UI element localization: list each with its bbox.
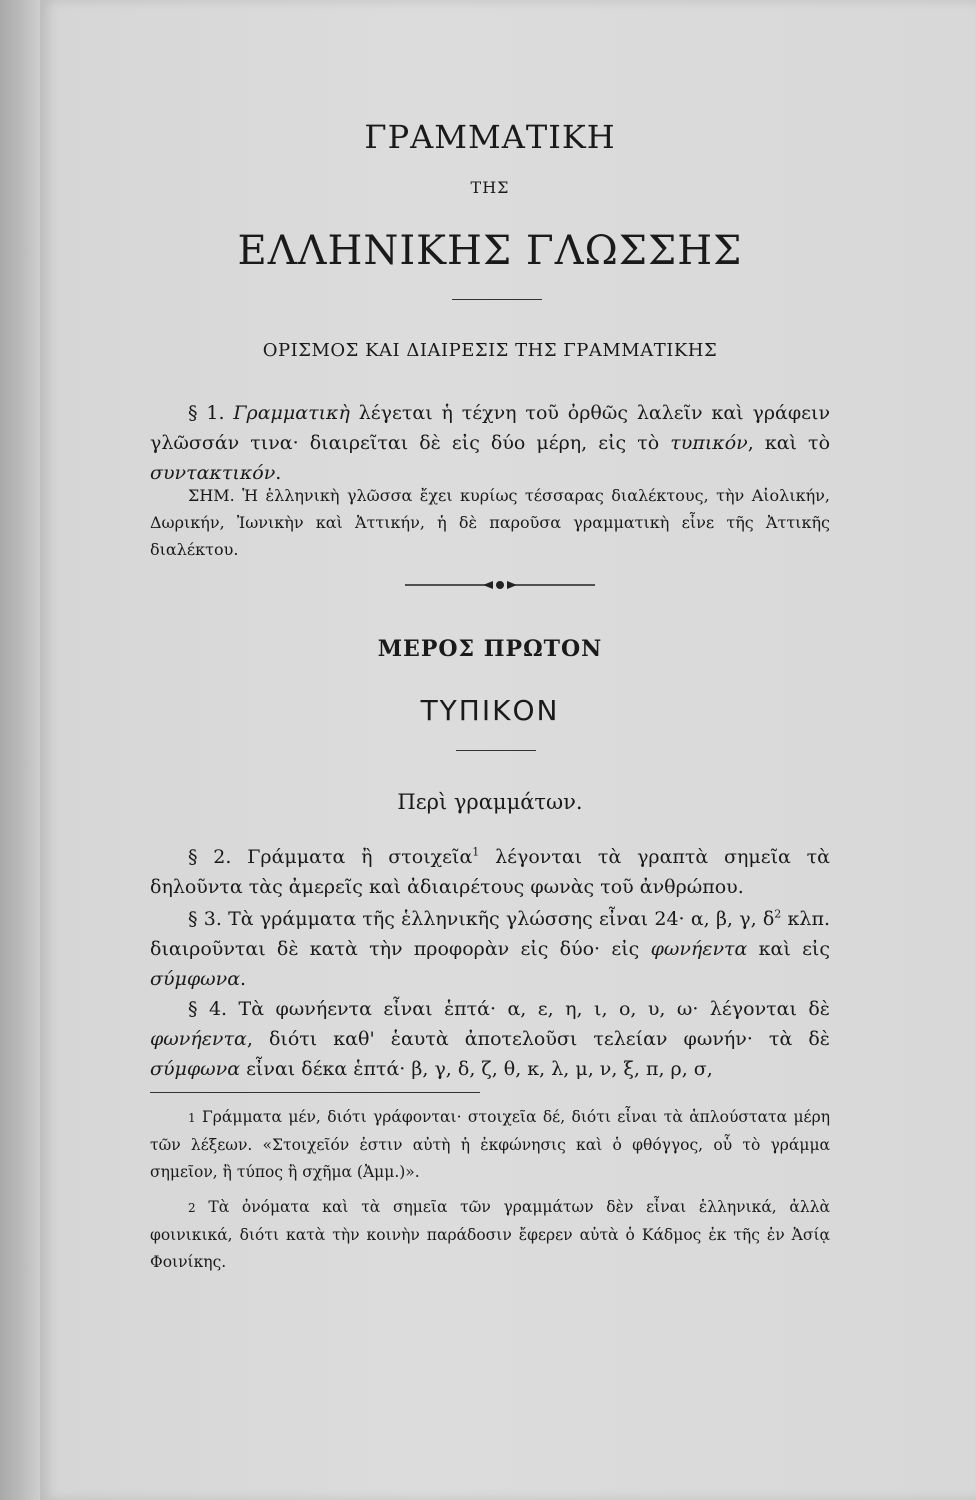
paragraph-text: λέγεται ἡ τέχνη τοῦ ὀρθῶς λαλεῖν καὶ γράφειν γλῶσσάν τινα· διαιρεῖται δὲ εἰς δύο μέρη, εἰς τὸ [150,402,830,454]
paragraph-text: Τὰ γράμματα τῆς ἑλληνικῆς γλώσσης εἶναι 24· α, β, γ, δ [228,908,775,930]
term-syntaktikon: συντακτικόν [150,462,276,484]
term-symfona: σύμφωνα [150,1058,241,1080]
paragraph-text: Τὰ φωνήεντα εἶναι ἑπτά· α, ε, η, ι, ο, υ, ω· λέγονται δὲ [238,998,830,1020]
note-text: Ἡ ἑλληνικὴ γλῶσσα ἔχει κυρίως τέσσαρας διαλέκτους, τὴν Αἰολικήν, Δωρικήν, Ἰωνικὴν καὶ Ἀττικήν, ἡ δὲ παροῦσα γραμματικὴ εἶνε τῆς Ἀττικῆς διαλέκτου. [150,486,830,559]
term-grammatiki: Γραμματικὴ [233,402,350,424]
definition-heading: ΟΡΙΣΜΟΣ ΚΑΙ ΔΙΑΙΡΕΣΙΣ ΤΗΣ ΓΡΑΜΜΑΤΙΚΗΣ [262,340,718,361]
footnote-number: 1 [188,1111,196,1125]
term-fonienta: φωνήεντα [150,1028,247,1050]
paragraph-text: εἶναι δέκα ἑπτά· β, γ, δ, ζ, θ, κ, λ, μ, ν, ξ, π, ρ, σ, [246,1058,713,1080]
footnote-2 [150,1194,830,1276]
page-content [150,0,830,1500]
paragraph-text: , διότι καθ' ἑαυτὰ ἀποτελοῦσι τελείαν φωνήν· τὰ δὲ [246,1028,830,1050]
subtitle-divider [456,750,536,751]
book-gutter [0,0,40,1500]
footnote-divider [150,1092,480,1093]
section-number: § 1. [188,402,225,424]
note-label: ΣΗΜ. [188,486,235,505]
part-subtitle: ΤΥΠΙΚΟΝ [420,694,560,727]
footnote-ref: 1 [472,845,480,859]
section-number: § 2. [188,846,232,868]
footnote-1 [150,1104,830,1186]
section-number: § 3. [188,908,222,930]
title-main: ΓΡΑΜΜΑΤΙΚΗ [364,118,616,156]
title-language: ΕΛΛΗΝΙΚΗΣ ΓΛΩΣΣΗΣ [237,228,743,274]
footnote-number: 2 [188,1201,196,1215]
footnote-text: Γράμματα μέν, διότι γράφονται· στοιχεῖα δέ, διότι εἶναι τὰ ἁπλούστατα μέρη τῶν λέξεων. «Στοιχεῖόν ἐστιν αὐτὴ ἡ ἐκφώνησις καὶ ὁ φθόγγος, οὗ τὸ γράμμα σημεῖον, ἢ τύπος ἢ σχῆμα (Ἀμμ.)». [150,1108,830,1181]
paragraph-3 [150,904,830,994]
note-paragraph [150,482,830,563]
paragraph-text: . [275,462,282,484]
section-heading: Περὶ γραμμάτων. [397,790,583,814]
title-of: ΤΗΣ [470,178,510,197]
book-page [40,0,976,1500]
term-symfona: σύμφωνα [150,968,241,990]
paragraph-text: λέγονται τὰ γραπτὰ σημεῖα τὰ δηλοῦντα τὰς ἀμερεῖς καὶ ἀδιαιρέτους φωνὰς τοῦ ἀνθρώπου. [150,846,831,898]
paragraph-4 [150,994,830,1084]
paragraph-text: , καὶ τὸ [747,432,831,454]
part-title: ΜΕΡΟΣ ΠΡΩΤΟΝ [377,636,603,662]
paragraph-text: καὶ εἰς [758,938,830,960]
term-fonienta: φωνήεντα [650,938,748,960]
title-divider [452,299,542,300]
ornament-divider-icon [405,578,595,592]
paragraph-2 [150,842,830,902]
footnote-ref: 2 [774,907,782,921]
paragraph-1 [150,398,830,488]
section-number: § 4. [188,998,228,1020]
paragraph-text: Γράμματα ἢ στοιχεῖα [247,846,473,868]
footnote-text: Τὰ ὀνόματα καὶ τὰ σημεῖα τῶν γραμμάτων δὲν εἶναι ἑλληνικά, ἀλλὰ φοινικικά, διότι κατὰ τὴν κοινὴν παράδοσιν ἔφερεν αὐτὰ ὁ Κάδμος ἐκ τῆς ἐν Ἀσίᾳ Φοινίκης. [150,1198,830,1271]
term-typikon: τυπικόν [670,432,748,454]
paragraph-text: . [240,968,247,990]
paragraph-text: κλπ. διαιροῦνται δὲ κατὰ τὴν προφορὰν εἰς δύο· εἰς [150,908,830,960]
